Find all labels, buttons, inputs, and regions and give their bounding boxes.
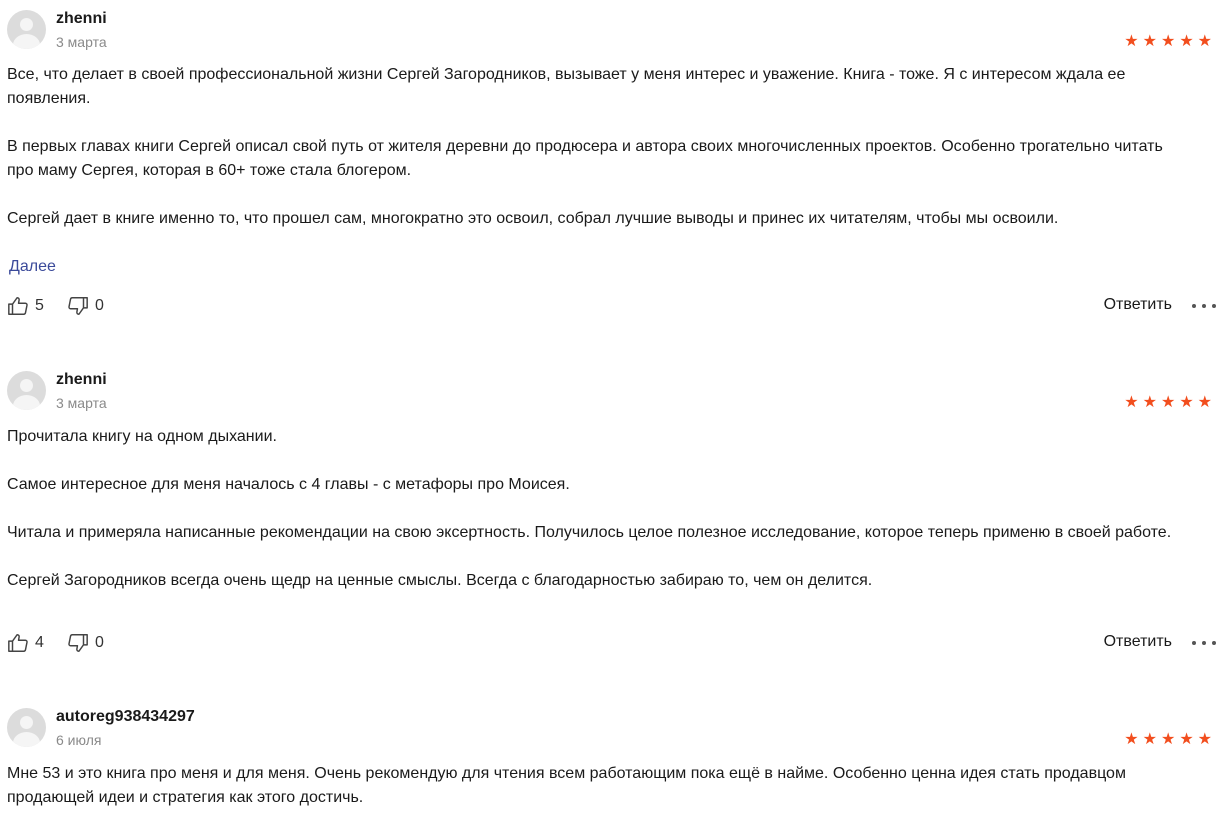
review-paragraph: Прочитала книгу на одном дыхании. xyxy=(7,428,277,445)
review-paragraph: Самое интересное для меня началось с 4 главы - с метафоры про Моисея. xyxy=(7,476,570,493)
star-icon: ★ xyxy=(1160,394,1176,411)
avatar[interactable] xyxy=(7,10,46,49)
review-card xyxy=(0,698,1230,810)
star-icon: ★ xyxy=(1179,33,1194,50)
star-icon: ★ xyxy=(1179,394,1194,411)
review-paragraph: В первых главах книги Сергей описал свой путь от жителя деревни до продюсера и автора своих многочисленных проектов. Особенно трогательно читать про маму Сергея, которая в 60+ тоже стала блогером. xyxy=(7,138,1163,179)
review-card xyxy=(0,0,1230,330)
avatar[interactable] xyxy=(7,708,46,747)
ellipsis-icon[interactable] xyxy=(1192,632,1216,654)
dislike-count: 0 xyxy=(95,297,104,314)
reply-button[interactable]: Ответить xyxy=(1103,296,1172,313)
review-author[interactable]: autoreg938434297 xyxy=(56,708,195,725)
review-paragraph: Мне 53 и это книга про меня и для меня. Очень рекомендую для чтения всем работающим пока ещё в найме. Особенно ценна идея стать продавцом продающей идеи и стратегия как этого достичь. xyxy=(7,765,1126,806)
star-icon: ★ xyxy=(1197,394,1212,411)
dislike-button[interactable] xyxy=(67,295,104,317)
review-date: 6 июля xyxy=(56,732,102,748)
thumbs-up-icon xyxy=(7,295,29,317)
read-more-link[interactable]: Далее xyxy=(9,258,56,275)
ellipsis-icon[interactable] xyxy=(1192,295,1216,317)
star-rating xyxy=(1124,732,1212,748)
reply-button[interactable]: Ответить xyxy=(1103,633,1172,650)
review-paragraph: Все, что делает в своей профессиональной жизни Сергей Загородников, вызывает у меня интерес и уважение. Книга - тоже. Я с интересом ждала ее появления. xyxy=(7,66,1126,107)
like-button[interactable] xyxy=(7,632,44,654)
like-count: 4 xyxy=(35,634,44,651)
user-silhouette-icon xyxy=(20,716,33,729)
star-icon: ★ xyxy=(1160,33,1176,50)
dislike-button[interactable] xyxy=(67,632,104,654)
star-icon: ★ xyxy=(1124,394,1139,411)
review-text xyxy=(7,425,1190,617)
like-button[interactable] xyxy=(7,295,44,317)
review-paragraph: Сергей дает в книге именно то, что прошел сам, многократно это освоил, собрал лучшие выводы и принес их читателям, чтобы мы освоили. xyxy=(7,210,1059,227)
review-text xyxy=(7,63,1190,255)
star-icon: ★ xyxy=(1142,731,1157,748)
user-silhouette-icon xyxy=(20,18,33,31)
dislike-count: 0 xyxy=(95,634,104,651)
star-icon: ★ xyxy=(1160,731,1176,748)
star-icon: ★ xyxy=(1197,731,1212,748)
review-card xyxy=(0,361,1230,691)
review-date: 3 марта xyxy=(56,395,107,411)
review-actions xyxy=(7,632,1216,656)
review-paragraph: Читала и примеряла написанные рекомендации на свою эксертность. Получилось целое полезное исследование, которое теперь применю в своей работе. xyxy=(7,524,1172,541)
review-text xyxy=(7,762,1190,834)
star-icon: ★ xyxy=(1142,33,1157,50)
star-rating xyxy=(1124,34,1212,50)
review-actions xyxy=(7,295,1216,319)
thumbs-down-icon xyxy=(67,632,89,654)
star-icon: ★ xyxy=(1142,394,1157,411)
star-icon: ★ xyxy=(1124,33,1139,50)
star-icon: ★ xyxy=(1124,731,1139,748)
like-count: 5 xyxy=(35,297,44,314)
user-silhouette-icon xyxy=(20,379,33,392)
thumbs-down-icon xyxy=(67,295,89,317)
review-author[interactable]: zhenni xyxy=(56,371,107,388)
review-date: 3 марта xyxy=(56,34,107,50)
star-rating xyxy=(1124,395,1212,411)
star-icon: ★ xyxy=(1197,33,1212,50)
star-icon: ★ xyxy=(1179,731,1194,748)
avatar[interactable] xyxy=(7,371,46,410)
review-paragraph: Сергей Загородников всегда очень щедр на ценные смыслы. Всегда с благодарностью забираю то, чем он делится. xyxy=(7,572,873,589)
thumbs-up-icon xyxy=(7,632,29,654)
review-author[interactable]: zhenni xyxy=(56,10,107,27)
